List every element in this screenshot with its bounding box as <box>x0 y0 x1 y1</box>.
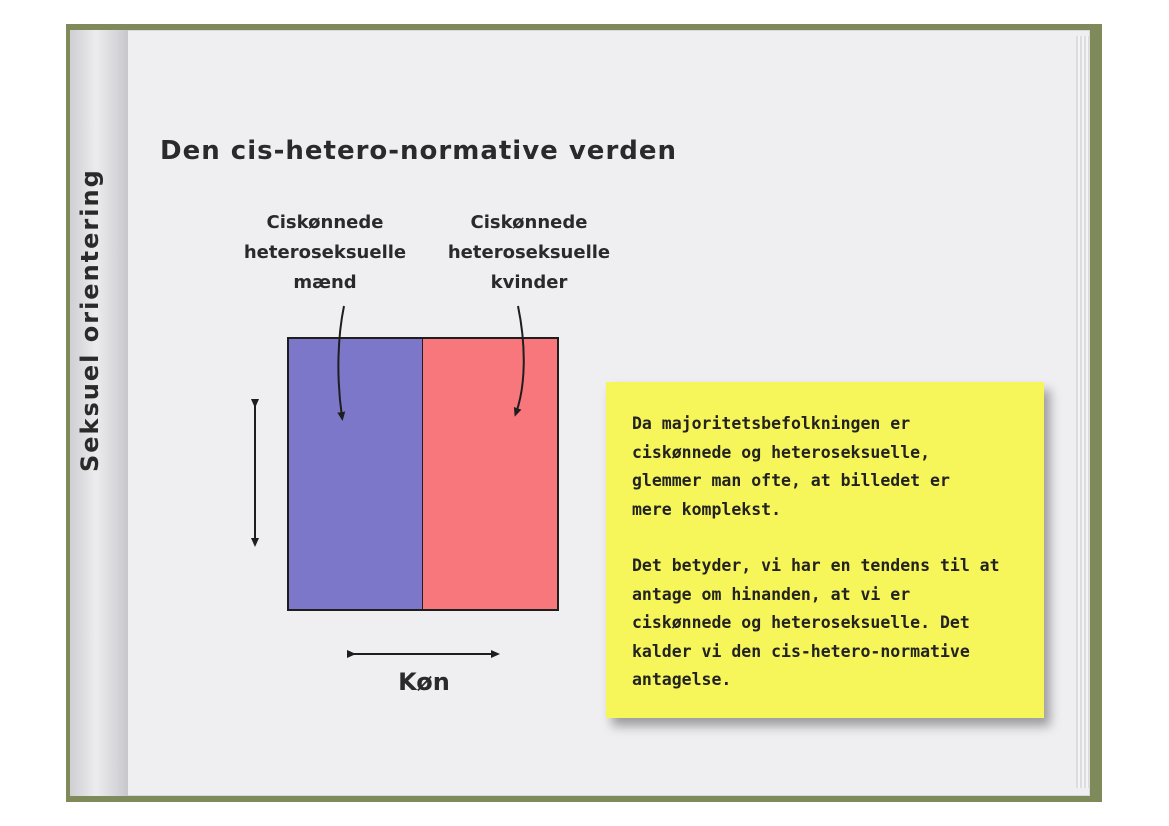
sticky-note <box>606 382 1044 718</box>
label-men: Ciskønnede heteroseksuelle mænd <box>243 212 407 293</box>
page-edges <box>1076 36 1090 788</box>
label-women: Ciskønnede heteroseksuelle kvinder <box>447 212 611 293</box>
block-women <box>422 337 559 611</box>
x-axis-label: Køn <box>398 668 450 696</box>
block-men <box>287 337 424 611</box>
y-axis-label-text: Seksuel orientering <box>76 168 104 472</box>
note-paragraph-2: Det betyder, vi har en tendens til at antage om hinanden, at vi er ciskønnede og heteroseksuelle. Det kalder vi den cis-hetero-normative antagelse. <box>632 556 1000 689</box>
page-title: Den cis-hetero-normative verden <box>160 136 678 166</box>
note-paragraph-1: Da majoritetsbefolkningen er ciskønnede og heteroseksuelle, glemmer man ofte, at billedet er mere komplekst. <box>632 414 950 519</box>
y-axis-label <box>76 168 106 472</box>
